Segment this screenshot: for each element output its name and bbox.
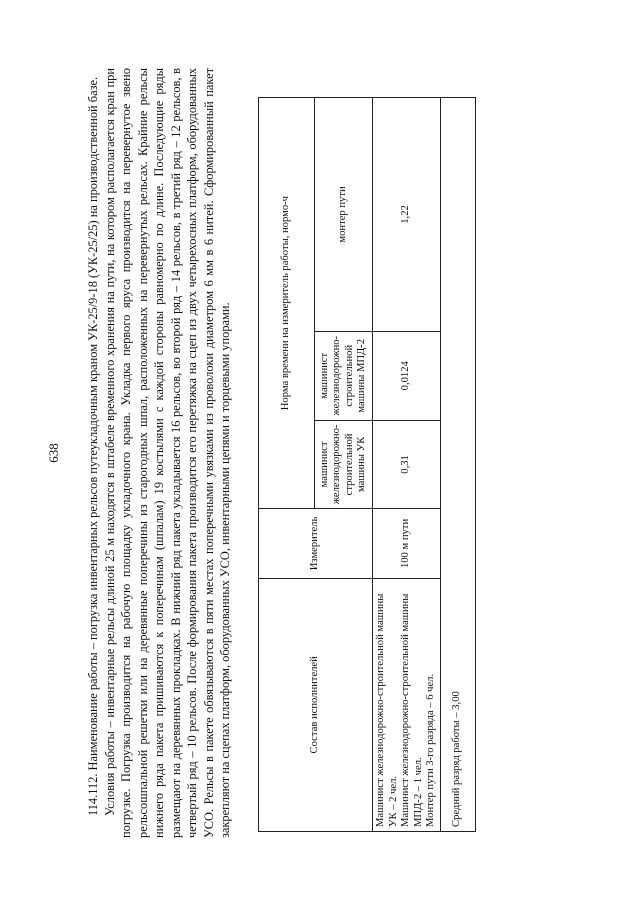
table-row	[440, 98, 475, 832]
norm-mpd-operator: 0,0124	[373, 331, 441, 420]
header-crew: Состав исполнителей	[259, 578, 373, 831]
subheader-mpd-operator: машинист железнодорожно-строительной машины МПД-2	[315, 331, 373, 420]
work-title: 114.112. Наименование работы – погрузка инвентарных рельсов путеукладочным краном УК-25/9-18 (УК-25/25) на производственной базе.	[86, 76, 100, 816]
crew-line-fitter: Монтер пути 3-го разряда – 6 чел.	[425, 673, 436, 827]
average-grade: Средний разряд работы – 3,00	[440, 98, 475, 832]
subheader-uk-operator: машинист железнодорожно-строительной машины УК	[315, 420, 373, 509]
page-number: 638	[46, 443, 61, 463]
unit-value: 100 м пути	[373, 509, 441, 578]
norm-uk-operator: 0,31	[373, 420, 441, 509]
norm-track-fitter: 1,22	[373, 98, 441, 332]
table-header-row	[259, 98, 315, 832]
crew-line-uk: Машинист железнодорожно-строительной машины УК – 2 чел.	[375, 593, 399, 827]
rotated-page	[46, 68, 580, 838]
header-unit: Измеритель	[259, 509, 373, 578]
work-conditions: Условия работы – инвентарные рельсы длиной 25 м находятся в штабеле временного хранения на пути, на котором располагается кран при погрузке. Погрузка производится на рабочую площадку укладочного крана. Укладка первого яруса производится на перевернутое звено рельсошпальной решетки или на деревянные поперечины из старогодных шпал, расположенных на перевернутых рельсах. Крайние рельсы нижнего ряда пакета пришиваются к поперечинам (шпалам) 19 костылями с каждой стороны равномерно по длине. Последующие ряды размещают на деревянных прокладках. В нижний ряд пакета укладывается 16 рельсов, во второй ряд – 14 рельсов, в третий ряд – 12 рельсов, в четвертый ряд – 10 рельсов. После формирования пакета производится его перетяжка на сцеп из двух четырехосных платформ, оборудованных УСО. Рельсы в пакете обвязываются в пяти местах поперечными увязками из проволоки диаметром 6 мм в 6 нитей. Сформированный пакет закрепляют на сцепах платформ, оборудованных УСО, инвентарными цепями и торцевыми упорами.	[102, 68, 232, 838]
table-row	[373, 98, 441, 832]
crew-composition	[373, 578, 441, 831]
time-norm-table	[258, 97, 476, 832]
subheader-track-fitter: монтер пути	[315, 98, 373, 332]
header-norm: Норма времени на измеритель работы, нормо-ч	[259, 98, 315, 509]
crew-line-mpd: Машинист железнодорожно-строительной машины МПД-2 – 1 чел.	[400, 593, 424, 827]
work-description	[85, 68, 234, 838]
